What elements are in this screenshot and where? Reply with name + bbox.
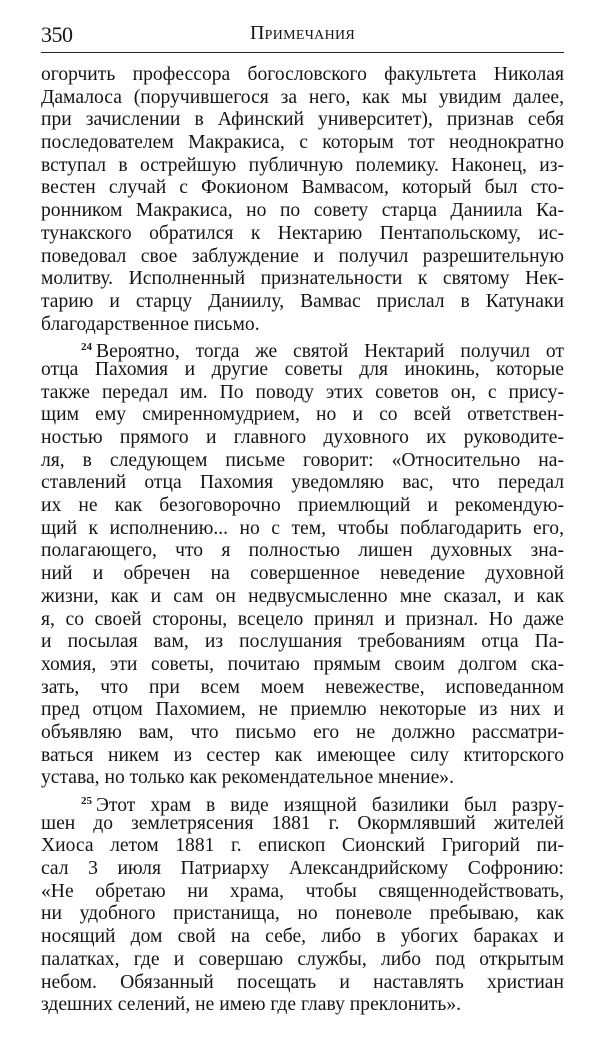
text-line	[41, 359, 564, 382]
text-line	[41, 722, 564, 745]
line-text: огорчить профессора богословского факультета Николая	[41, 64, 564, 85]
line-text: пред отцом Пахомием, не приемлю некоторые из них и	[41, 699, 564, 721]
line-text: щим ему смиренномудрием, но и со всей ответствен-	[41, 404, 564, 426]
line-text: ностью прямого и главного духовного их руководите-	[41, 427, 564, 448]
line-text: при зачислении в Афинский университет), признав себя	[41, 109, 564, 131]
line-text: последователем Макракиса, с которым тот неоднократно	[41, 132, 564, 154]
line-text: жизни, как и сам он недвусмысленно мне сказал, и как	[41, 585, 564, 607]
text-line	[41, 404, 564, 427]
running-head: Примечания	[249, 22, 356, 44]
text-line	[41, 87, 564, 110]
line-text: Вероятно, тогда же святой Нектарий получил от	[96, 341, 564, 363]
text-line	[41, 813, 564, 836]
line-text: ний и обречен на совершенное неведение духовной	[41, 563, 564, 585]
footnote-marker: 24	[81, 341, 92, 354]
text-line	[41, 382, 564, 405]
line-text: я, со своей стороны, всецело принял и признал. Но даже	[41, 608, 564, 630]
line-text: ля, в следующем письме говорит: «Относительно на-	[41, 449, 564, 471]
text-line	[41, 586, 564, 609]
text-line	[41, 654, 564, 677]
text-line	[41, 177, 564, 200]
text-line	[41, 790, 564, 816]
text-line	[41, 631, 564, 654]
text-line	[41, 200, 564, 223]
text-line	[41, 132, 564, 155]
line-text: палатках, где и совершаю службы, либо под открытым	[41, 948, 564, 970]
line-text: щий к исполнению... но с тем, чтобы поблагодарить его,	[41, 517, 564, 539]
line-text: небом. Обязанный посещать и наставлять христиан	[41, 971, 564, 993]
line-text: и посылая вам, из послушания требованиям отца Па-	[41, 631, 564, 653]
line-text: Хиоса летом 1881 г. епископ Сионский Григорий пи-	[41, 835, 564, 857]
line-text: здешних селений, не имею где главу преклонить».	[41, 994, 462, 1016]
text-line	[41, 472, 564, 495]
text-line	[41, 699, 564, 722]
text-line	[41, 858, 564, 881]
text-line	[41, 336, 564, 363]
line-text: шен до землетрясения 1881 г. Окормлявший жителей	[41, 812, 564, 834]
text-line	[41, 109, 564, 132]
text-line	[41, 540, 564, 563]
text-line	[41, 314, 564, 337]
text-line	[41, 223, 564, 246]
text-line	[41, 903, 564, 926]
line-text: отца Пахомия и другие советы для инокинь, которые	[41, 358, 564, 380]
page-body	[41, 64, 564, 1017]
line-text: молитву. Исполненный признательности к святому Нек-	[41, 268, 564, 290]
line-text: вестен случай с Фокионом Вамвасом, который был сто-	[41, 177, 564, 199]
text-line	[41, 677, 564, 700]
line-text: вступал в острейшую публичную полемику. Наконец, из-	[41, 154, 564, 176]
text-line	[41, 767, 564, 790]
text-line	[41, 994, 564, 1017]
text-line	[41, 246, 564, 269]
text-line	[41, 518, 564, 541]
footnote-marker: 25	[81, 795, 92, 807]
page-number: 350	[41, 22, 73, 47]
text-line	[41, 450, 564, 473]
text-line	[41, 427, 564, 450]
page-header	[41, 0, 564, 53]
text-line	[41, 291, 564, 314]
line-text: благодарственное письмо.	[41, 313, 260, 335]
line-text: полагающего, что я полностью лишен духовных зна-	[41, 540, 564, 562]
text-line	[41, 64, 564, 87]
line-text: «Не обретаю ни храма, чтобы священнодействовать,	[41, 880, 564, 902]
line-text: ставлений отца Пахомия уведомляю вас, что передал	[41, 472, 564, 494]
line-text: устава, но только как рекомендательное мнение».	[41, 767, 454, 789]
text-line	[41, 155, 564, 178]
line-text: зать, что при всем моем невежестве, исповеданном	[41, 676, 564, 698]
line-text: ваться никем из сестер как имеющее силу ктиторского	[41, 744, 564, 766]
line-text: тарию и старцу Даниилу, Вамвас прислал в Катунаки	[41, 290, 564, 312]
line-text: ни удобного пристанища, но поневоле пребываю, как	[41, 903, 564, 925]
line-text: сал 3 июля Патриарху Александрийскому Софронию:	[41, 858, 564, 880]
text-paragraph	[41, 64, 564, 336]
book-page	[41, 0, 564, 1017]
text-line	[41, 881, 564, 904]
text-line	[41, 495, 564, 518]
line-text: тунакского обратился к Нектарию Пентапольскому, ис-	[41, 222, 564, 244]
line-text: их не как безоговорочно приемлющий и рекомендую-	[41, 495, 564, 517]
footnote-paragraph	[41, 336, 564, 790]
text-line	[41, 926, 564, 949]
line-text: Дамалоса (поручившегося за него, как мы увидим далее,	[41, 86, 564, 108]
line-text: поведовал свое заблуждение и получил разрешительную	[41, 245, 564, 267]
text-line	[41, 268, 564, 291]
line-text: ронником Макракиса, но по совету старца Даниила Ка-	[41, 200, 564, 222]
text-line	[41, 972, 564, 995]
footnote-paragraph	[41, 790, 564, 1017]
line-text: Этот храм в виде изящной базилики был разру-	[96, 795, 564, 816]
line-text: также передал им. По поводу этих советов он, с прису-	[41, 381, 564, 403]
line-text: хомия, эти советы, почитаю прямым своим долгом ска-	[41, 653, 564, 675]
line-text: носящий дом свой на себе, либо в убогих бараках и	[41, 926, 564, 948]
text-line	[41, 745, 564, 768]
text-line	[41, 609, 564, 632]
text-line	[41, 835, 564, 858]
text-line	[41, 563, 564, 586]
line-text: объявляю вам, что письмо его не должно рассматри-	[41, 721, 564, 743]
text-line	[41, 949, 564, 972]
